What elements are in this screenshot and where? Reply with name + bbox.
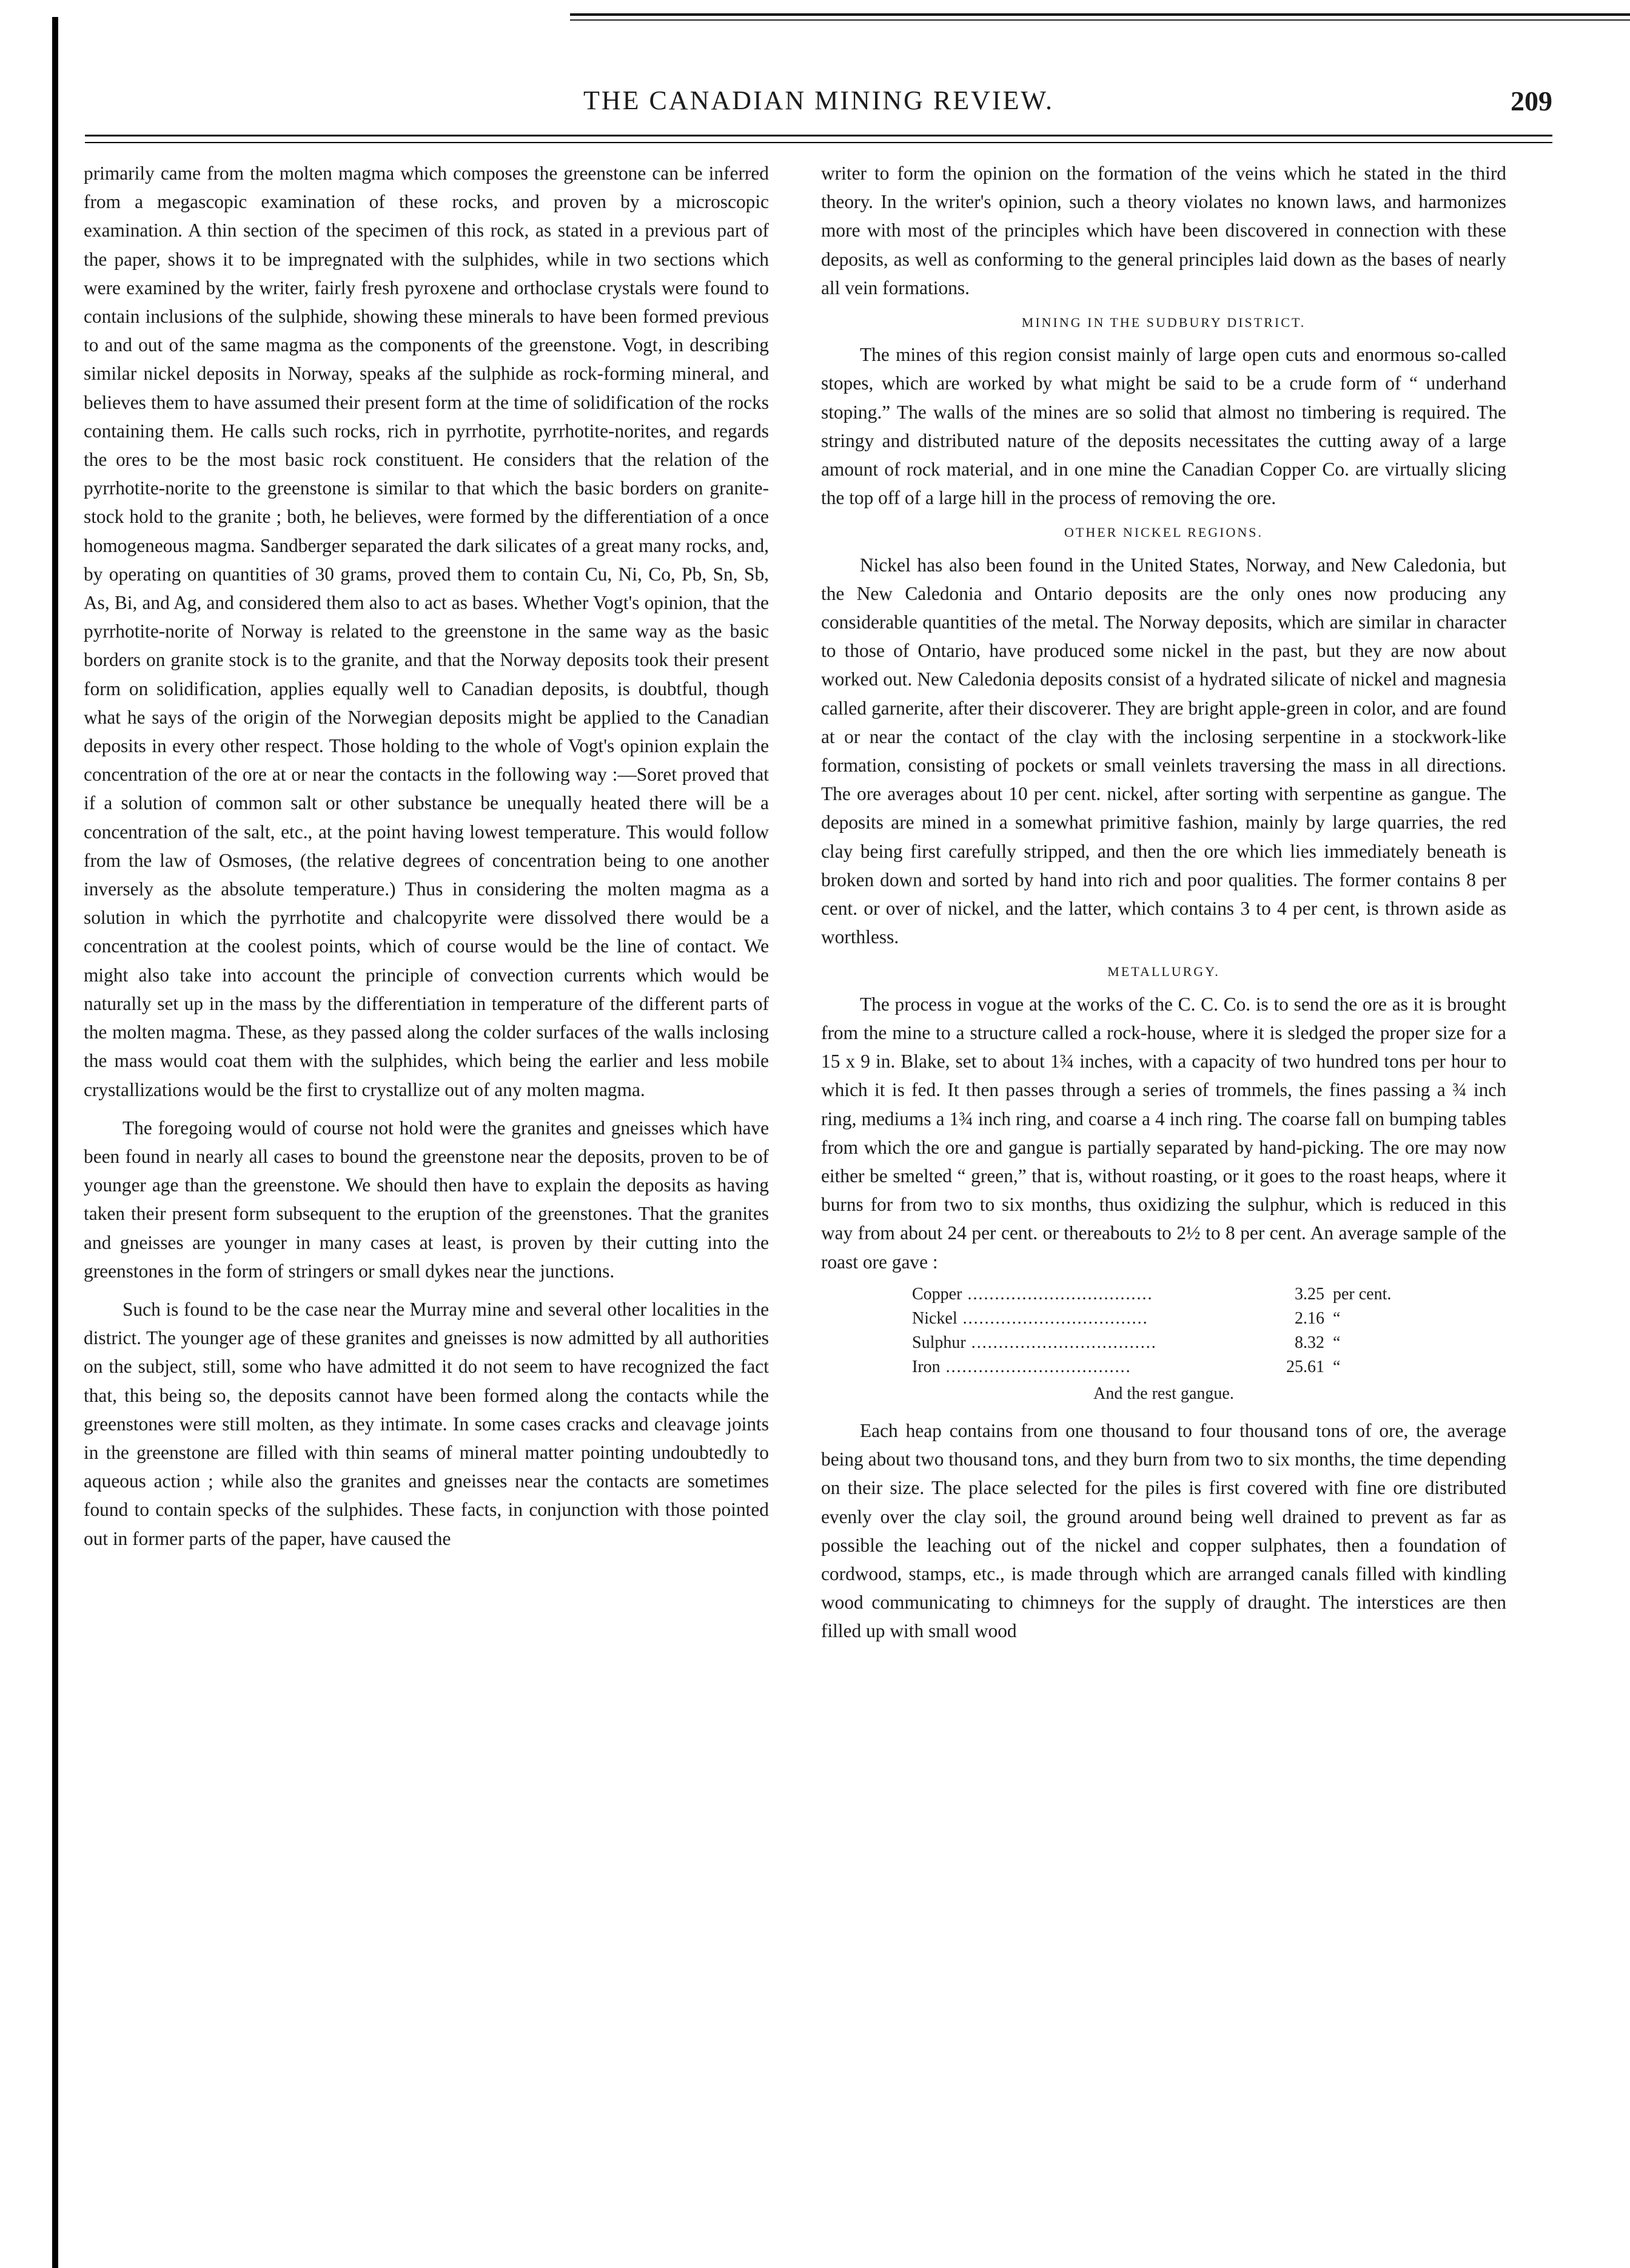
top-border-rule-thin: [570, 19, 1630, 21]
table-row: [912, 1331, 1424, 1355]
table-row: [912, 1307, 1424, 1331]
paragraph: Each heap contains from one thousand to four thousand tons of ore, the average being about two thousand tons, and they burn from two to six months, the time depending on their size. The place selected for the piles is first covered with fine ore distributed evenly over the clay soil, the ground around being well drained to prevent as far as possible the leaching out of the nickel and copper sulphates, then a foundation of cordwood, stamps, etc., is made through which are arranged canals filled with kindling wood communicating to chimneys for the supply of draught. The interstices are then filled up with small wood: [821, 1419, 1506, 1642]
mineral-unit: “: [1333, 1308, 1341, 1328]
paragraph: The process in vogue at the works of the C. C. Co. is to send the ore as it is brought from the mine to a structure called a rock-house, where it is sledged the proper size for a 15 x 9 in. Blake, set to about 1¾ inches, with a capacity of two hundred tons per hour to which it is fed. It then passes through a series of trommels, the fines passing a ¾ inch ring, mediums a 1¾ inch ring, and coarse a 4 inch ring. The coarse fall on bumping tables from which the ore and gangue is partially separated by hand-picking. The ore may now either be smelted “ green,” that is, without roasting, or it goes to the roast heaps, where it burns for from two to six months, thus oxidizing the sulphur, which is reduced in this way from about 24 per cent. or thereabouts to 2½ to 8 per cent. An average sample of the roast ore gave :: [821, 993, 1506, 1273]
right-column: [821, 159, 1506, 1646]
dot-leader: ..................................: [940, 1357, 1132, 1376]
mineral-name: Sulphur: [912, 1333, 966, 1352]
paragraph: Such is found to be the case near the Murray mine and several other localities in the district. The younger age of these granites and gneisses is now admitted by all authorities on the subject, still, some who have admitted it do not seem to have recognized the fact that, this being so, the deposits cannot have been formed along the contacts while the greenstones were still molten, as they intimate. In some cases cracks and cleavage joints in the greenstone are filled with thin seams of mineral matter pointing undoubtedly to aqueous action ; while also the granites and gneisses near the contacts are sometimes found to contain specks of the sulphides. These facts, in conjunction with those pointed out in former parts of the paper, have caused the: [84, 1298, 769, 1549]
dot-leader: ..................................: [965, 1333, 1157, 1352]
top-border-rule: [570, 13, 1630, 16]
page-number: 209: [1511, 86, 1552, 116]
table-row: [912, 1282, 1424, 1307]
mineral-value: 25.61: [1286, 1357, 1324, 1376]
running-title: THE CANADIAN MINING REVIEW.: [583, 86, 1054, 115]
mineral-value: 2.16: [1295, 1308, 1324, 1328]
mineral-unit: “: [1333, 1333, 1341, 1352]
paragraph: The foregoing would of course not hold were the granites and gneisses which have been found in nearly all cases to bound the greenstone near the deposits, proven to be of younger age than the greenstone. We should then have to explain the deposits as having taken their present form subsequent to the eruption of the greenstones. That the granites and gneisses are younger in many cases at least, is proven by their cutting into the greenstones in the form of stringers or small dykes near the junctions.: [84, 1117, 769, 1282]
paragraph: The mines of this region consist mainly of large open cuts and enormous so-called stopes, which are worked by what might be said to be a crude form of “ underhand stoping.” The walls of the mines are so solid that almost no timbering is required. The stringy and distributed nature of the deposits necessitates the cutting away of a large amount of rock material, and in one mine the Canadian Copper Co. are virtually slicing the top off of a large hill in the process of removing the ore.: [821, 344, 1506, 509]
table-row: [912, 1355, 1424, 1379]
dot-leader: ..................................: [962, 1284, 1153, 1304]
scan-binding-edge: [52, 17, 58, 2268]
dot-leader: ..................................: [957, 1308, 1149, 1328]
roast-ore-analysis-table: [912, 1282, 1424, 1379]
analysis-note: And the rest gangue.: [1093, 1384, 1234, 1403]
section-heading-other-regions: OTHER NICKEL REGIONS.: [1064, 525, 1263, 540]
mineral-name: Copper: [912, 1284, 962, 1304]
section-heading-metallurgy: METALLURGY.: [1107, 964, 1220, 980]
running-head: [85, 85, 1552, 121]
header-rule: [85, 135, 1552, 136]
paragraph: primarily came from the molten magma which composes the greenstone can be inferred from a megascopic examination of these rocks, and proven by a microscopic examination. A thin section of the specimen of this rock, as stated in a previous part of the paper, shows it to be impregnated with the sulphides, while in two sections which were examined by the writer, fairly fresh pyroxene and orthoclase crystals were found to contain inclusions of the sulphide, showing these minerals to have been formed previous to and out of the same magma as the components of the greenstone. Vogt, in describing similar nickel deposits in Norway, speaks af the sulphide as rock-forming mineral, and believes them to have assumed their present form at the time of solidification of the rocks containing them. He calls such rocks, rich in pyrrhotite, pyrrhotite-norites, and regards the ores to be the most basic rock constituent. He considers that the relation of the pyrrhotite-norite to the greenstone is similar to that which the basic borders on granite-stock hold to the granite ; both, he believes, were formed by the differentiation of a once homogeneous magma. Sandberger separated the dark silicates of a great many rocks, and, by operating on quantities of 30 grams, proved them to contain Cu, Ni, Co, Pb, Sn, Sb, As, Bi, and Ag, and considered them also to act as bases. Whether Vogt's opinion, that the pyrrhotite-norite of Norway is related to the greenstone in the same way as the basic borders on granite stock is to the granite, and that the Norway deposits took their present form on solidification, applies equally well to Canadian deposits, is doubtful, though what he says of the origin of the Norwegian deposits might be applied to the Canadian deposits in every other respect. Those holding to the whole of Vogt's opinion explain the concentration of the ore at or near the contacts in the following way :—Soret proved that if a solution of common salt or other substance be unequally heated there will be a concentration of the salt, etc., at the point having lowest temperature. This would follow from the law of Osmoses, (the relative degrees of concentration being to one another inversely as the absolute temperature.) Thus in considering the molten magma as a solution in which the pyrrhotite and chalcopyrite were dissolved there would be a concentration at the coolest points, which of course would be the line of contact. We might also take into account the principle of convection currents which would be naturally set up in the mass by the differentiation in temperature of the different parts of the molten magma. These, as they passed along the colder surfaces of the walls inclosing the mass would coat them with the sulphides, which being the earlier and less mobile crystallizations would be the first to crystallize out of any molten magma.: [84, 163, 769, 1100]
left-column: [84, 159, 769, 1553]
mineral-name: Nickel: [912, 1308, 958, 1328]
paragraph: Nickel has also been found in the United States, Norway, and New Caledonia, but the New Caledonia and Ontario deposits are the only ones now producing any considerable quantities of the metal. The Norway deposits, which are similar in character to those of Ontario, have produced some nickel in the past, but they are now about worked out. New Caledonia deposits consist of a hydrated silicate of nickel and magnesia called garnerite, after their discoverer. They are bright apple-green in color, and are found at or near the contact of the clay with the inclosing serpentine in a stockwork-like formation, consisting of pockets or small veinlets traversing the mass in all directions. The ore averages about 10 per cent. nickel, after sorting with serpentine as gangue. The deposits are mined in a somewhat primitive fashion, mainly by large quarries, the red clay being first carefully stripped, and then the ore which lies immediately beneath is broken down and sorted by hand into rich and poor qualities. The former contains 8 per cent. or over of nickel, and the latter, which contains 3 to 4 per cent, is thrown aside as worthless.: [821, 554, 1506, 948]
paragraph: writer to form the opinion on the formation of the veins which he stated in the third theory. In the writer's opinion, such a theory violates no known laws, and harmonizes more with most of the principles which have been discovered in connection with these deposits, as well as conforming to the general principles laid down as the bases of nearly all vein formations.: [821, 163, 1506, 298]
mineral-name: Iron: [912, 1357, 941, 1376]
mineral-unit: “: [1333, 1357, 1341, 1376]
mineral-value: 8.32: [1295, 1333, 1324, 1352]
header-rule-lower: [85, 142, 1552, 143]
section-heading-mining: MINING IN THE SUDBURY DISTRICT.: [1021, 315, 1306, 331]
mineral-value: 3.25: [1295, 1284, 1324, 1304]
mineral-unit: per cent.: [1333, 1284, 1392, 1304]
